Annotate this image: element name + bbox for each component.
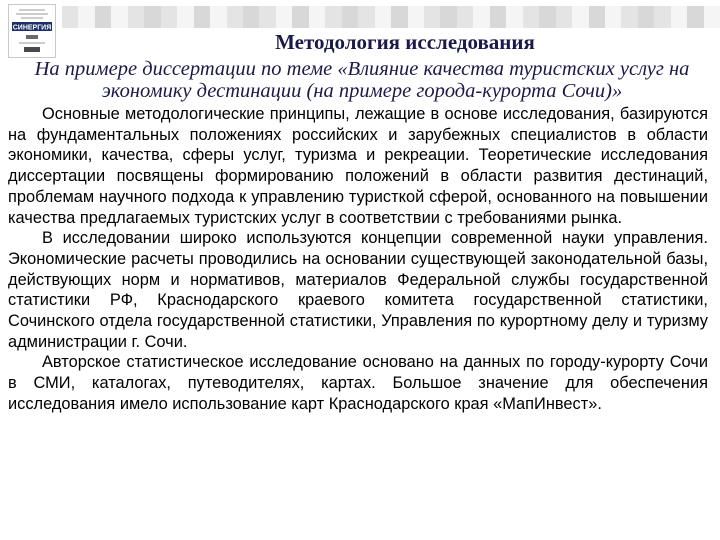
slide-subtitle: На примере диссертации по теме «Влияние качества туристских услуг на экономику дестинации (на примере города-курорта Сочи)» — [34, 58, 690, 102]
paragraph-3: Авторское статистическое исследование основано на данных по городу-курорту Сочи в СМИ, каталогах, путеводителях, картах. Большое значение для обеспечения исследования имело использование карт Краснодарского края «МапИнвест». — [8, 353, 708, 413]
decorative-header-band — [62, 6, 720, 28]
slide-body — [8, 104, 708, 415]
svg-text:СИНЕРГИЯ: СИНЕРГИЯ — [12, 24, 52, 32]
paragraph-1: Основные методологические принципы, лежащие в основе исследования, базируются на фундаментальных положениях российских и зарубежных специалистов в области экономики, качества, сферы услуг, туризма и рекреации. Теоретические исследования диссертации посвящены формированию положений в области развития дестинаций, проблемам научного подхода к управлению туристкой сферой, основанного на повышении качества предлагаемых туристских услуг в соответствии с требованиями рынка. — [8, 105, 708, 227]
paragraph-2: В исследовании широко используются концепции современной науки управления. Экономические расчеты проводились на основании существующей законодательной базы, действующих норм и нормативов, материалов Федеральной службы государственной статистики РФ, Краснодарского краевого комитета государственной статистики, Сочинского отдела государственной статистики, Управления по курортному делу и туризму администрации г. Сочи. — [8, 229, 708, 351]
slide-title: Методология исследования — [275, 30, 535, 54]
